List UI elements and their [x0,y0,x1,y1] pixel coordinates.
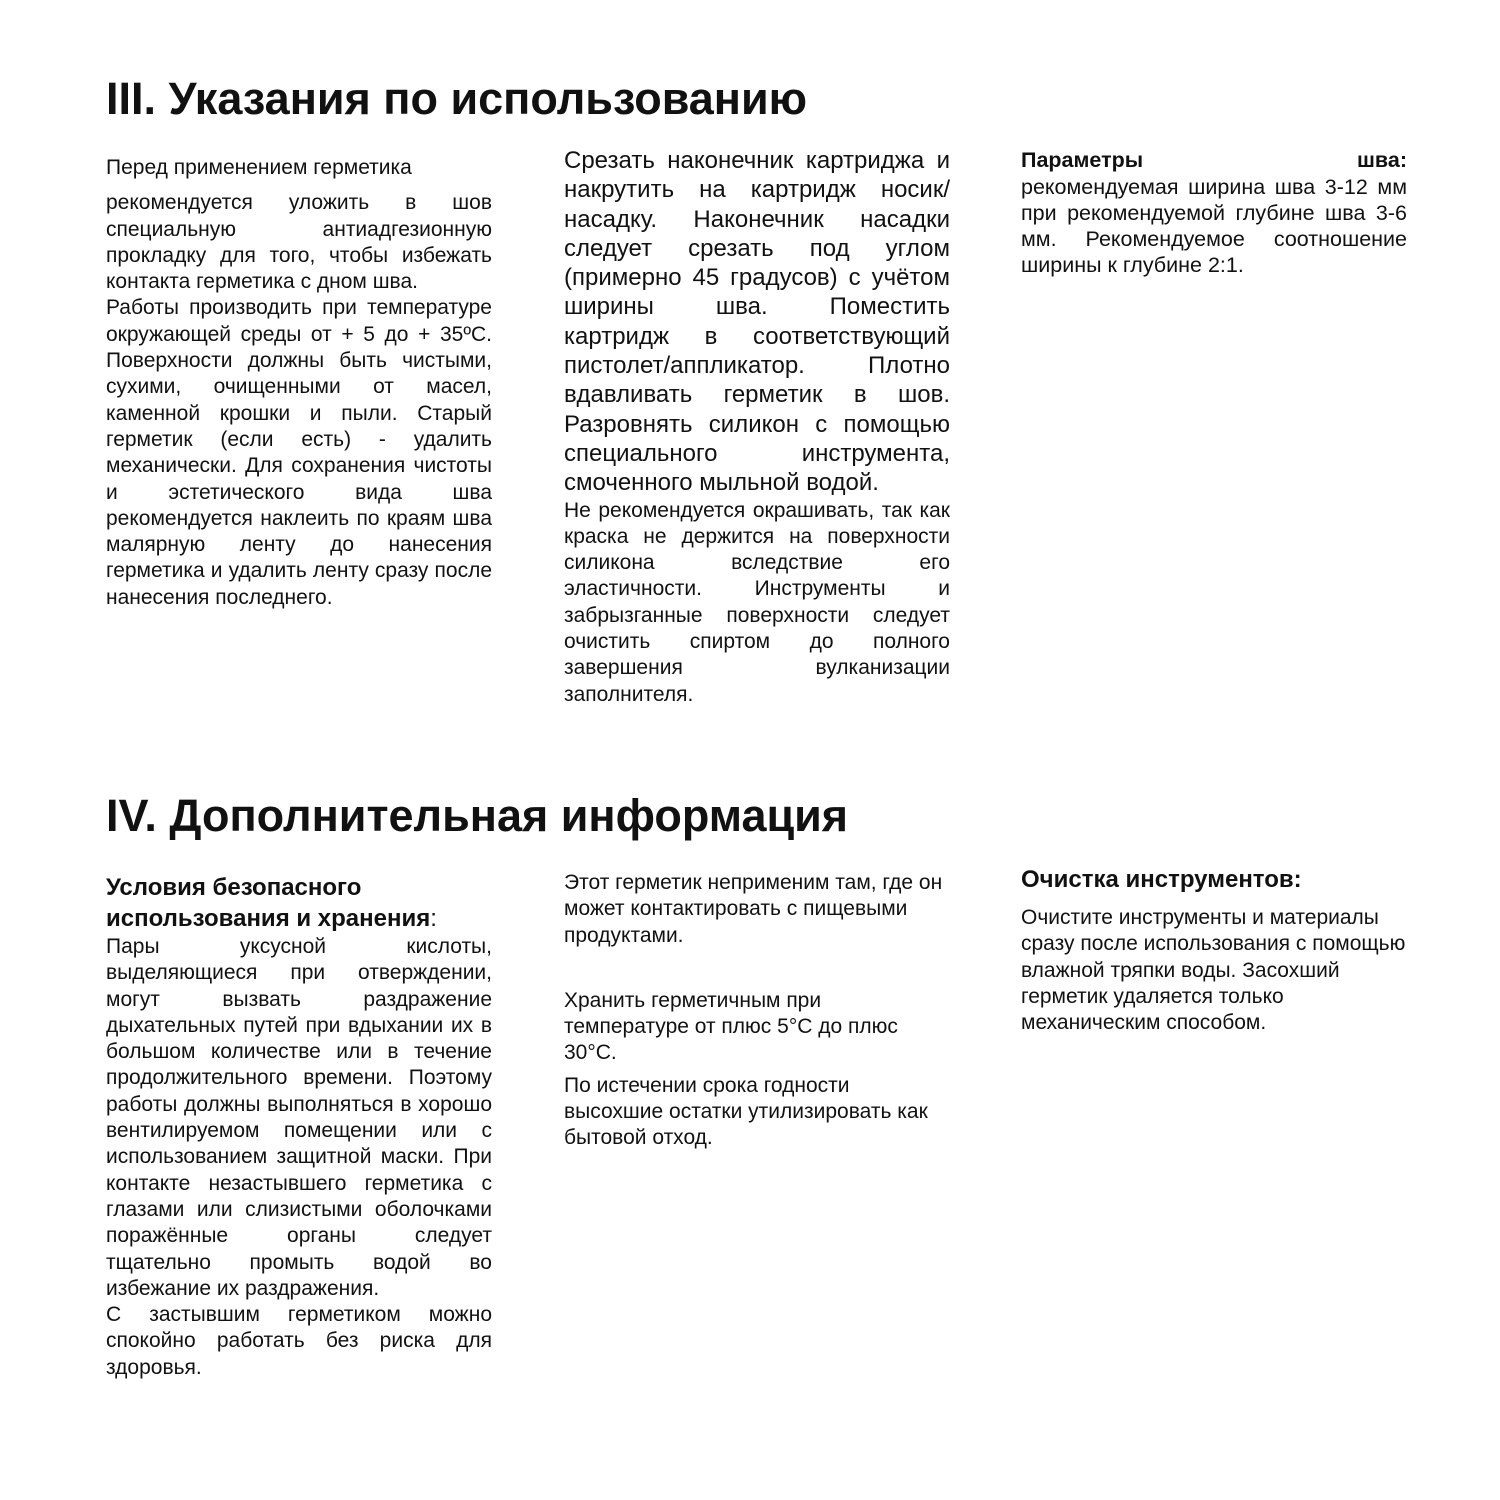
section4-column-3 [1021,864,1407,1036]
tool-cleaning-heading: Очистка инструментов: [1021,866,1302,893]
section3-col1-paragraph-2: Работы производить при температуре окружающей среды от + 5 до + 35ºС. Поверхности должны быть чистыми, сухими, очищенными от масел, каменной крошки и пыли. Старый герметик (если есть) - удалить механически. Для сохранения чистоты и эстетического вида шва рекомендуется наклеить по краям шва малярную ленту до нанесения герметика и удалить ленту сразу после нанесения последнего. [106,296,492,609]
safety-subheading-colon: : [430,905,437,932]
section3-intro: Перед применением герметика [106,156,412,179]
section4-col1-paragraph-2: С застывшим герметиком можно спокойно работать без риска для здоровья. [106,1303,492,1379]
seam-parameters-heading-word-2: шва: [1357,148,1407,172]
tool-cleaning-text: Очистите инструменты и материалы сразу после использования с помощью влажной тряпки воды. Засохший герметик удаляется только механическим способом. [1021,906,1406,1035]
section4-column-1 [106,872,492,1381]
section3-column-2 [564,146,950,708]
section3-col2-paragraph-1: Срезать наконечник картриджа и накрутить на картридж носик/насадку. Наконечник насадки следует срезать под углом (примерно 45 градусов) с учётом ширины шва. Поместить картридж в соответствующий пистолет/аппликатор. Плотно вдавливать герметик в шов. Разровнять силикон с помощью специального инструмента, смоченного мыльной водой. [564,147,950,497]
section3-col1-paragraph-1: рекомендуется уложить в шов специальную антиадгезионную прокладку для того, чтобы избежать контакта герметика с дном шва. [106,191,492,294]
section3-col2-paragraph-2: Не рекомендуется окрашивать, так как краска не держится на поверхности силикона вследствие его эластичности. Инструменты и забрызганные поверхности следует очистить спиртом до полного завершения вулканизации заполнителя. [564,498,950,706]
section4-title: IV. Дополнительная информация [106,790,849,841]
safety-subheading [106,872,492,934]
section4-col2-paragraph-1: Этот герметик неприменим там, где он может контактировать с пищевыми продуктами. [564,871,943,947]
seam-parameters-text: рекомендуемая ширина шва 3-12 мм при рекомендуемой глубине шва 3-6 мм. Рекомендуемое соотношение ширины к глубине 2:1. [1021,175,1407,277]
section4-col2-paragraph-3: По истечении срока годности высохшие остатки утилизировать как бытовой отход. [564,1073,928,1150]
section3-column-3 [1021,147,1407,278]
section4-col1-paragraph-1: Пары уксусной кислоты, выделяющиеся при отверждении, могут вызвать раздражение дыхательных путей при вдыхании их в большом количестве или в течение продолжительного времени. Поэтому работы должны выполняться в хорошо вентилируемом помещении или с использованием защитной маски. При контакте незастывшего герметика с глазами или слизистыми оболочками поражённые органы следует тщательно промыть водой во избежание их раздражения. [106,935,492,1300]
seam-parameters-heading [1021,147,1407,174]
seam-parameters-heading-word-1: Параметры [1021,148,1144,172]
section4-column-2 [564,870,950,1152]
section3-title: III. Указания по использованию [106,73,808,124]
section4-col2-paragraph-2: Хранить герметичным при температуре от плюс 5°С до плюс 30°С. [564,988,898,1065]
safety-subheading-text: Условия безопасного использования и хранения [106,874,431,932]
section3-column-1 [106,155,492,611]
